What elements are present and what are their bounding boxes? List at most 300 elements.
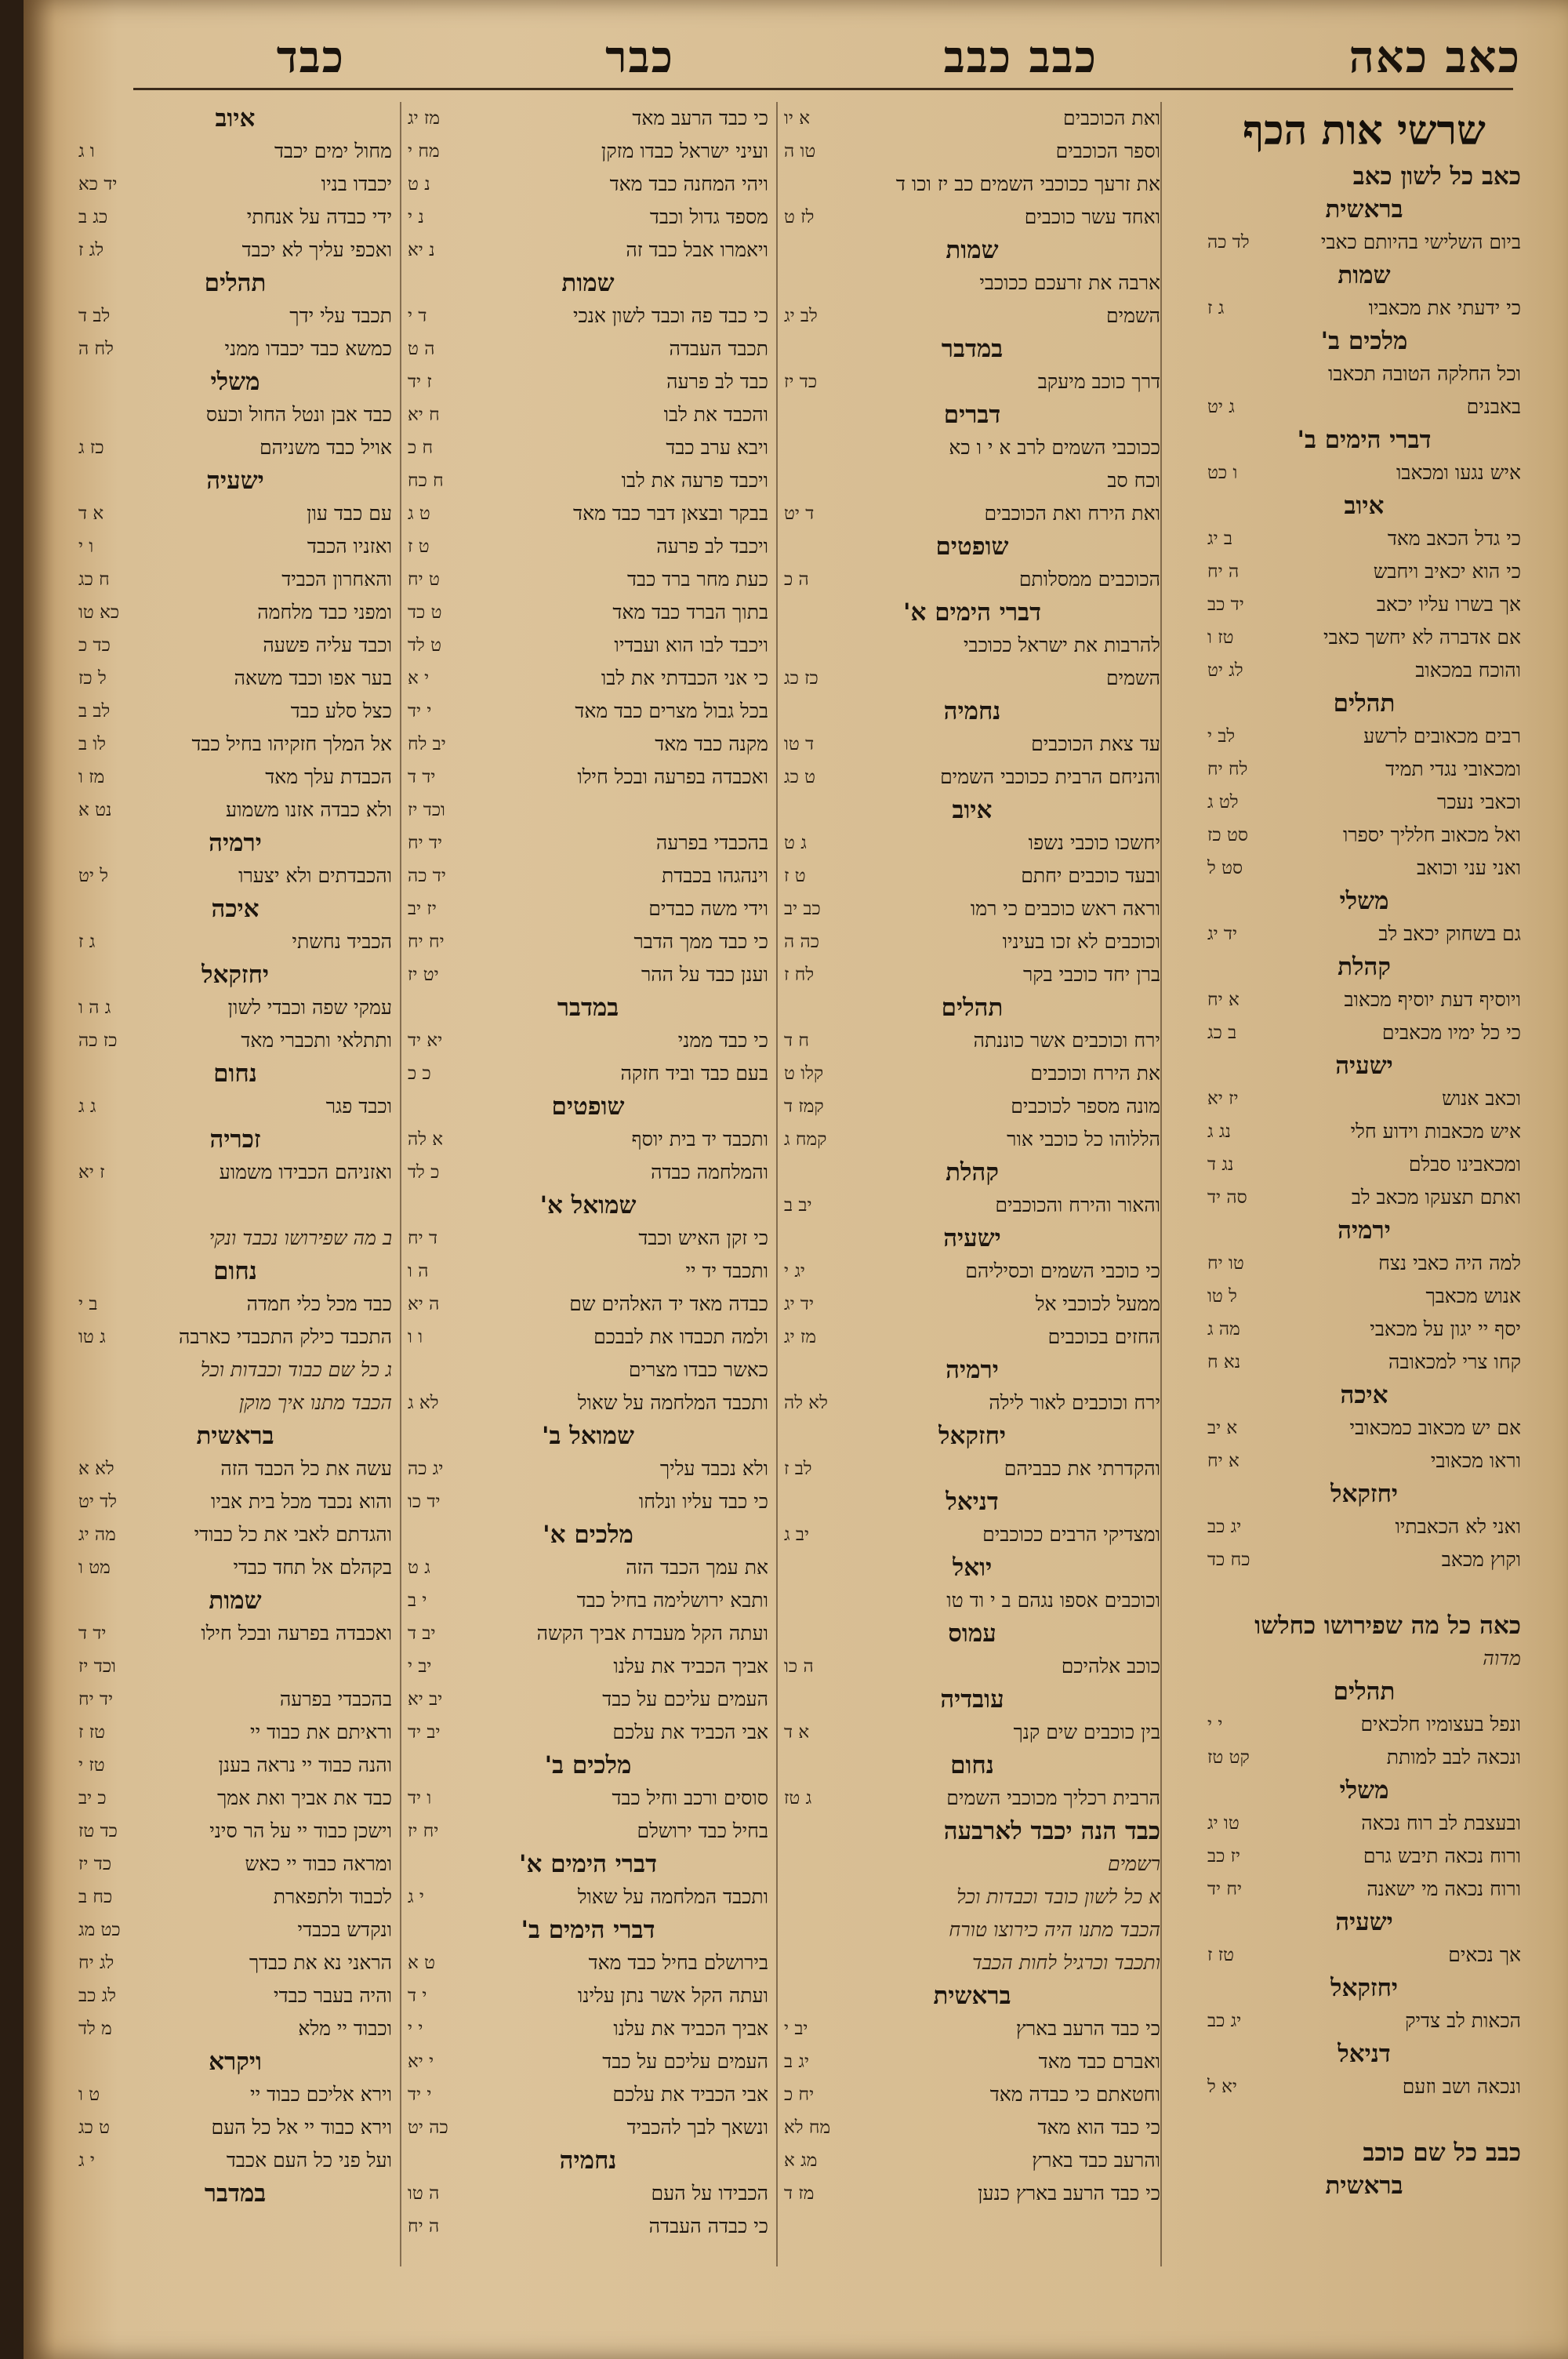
entry-text: אבי הכביד את עלכם [612,2083,768,2106]
verse-reference: יד ד [408,767,436,787]
entry-line [408,1387,768,1419]
entry-text: להרבות את ישראל ככוכבי [963,634,1160,656]
entry-line [78,1650,392,1683]
verse-reference: י יד [408,2085,432,2105]
entry-line [78,135,392,168]
entry-line [1207,1247,1521,1280]
entry-line [784,662,1160,695]
book-heading [1207,1214,1521,1247]
entry-text: וכל החלקה הטובה תכאבו [1328,362,1521,385]
entry-line [408,892,768,925]
entry-line [408,1123,768,1156]
verse-reference: ו ו [408,1327,423,1347]
entry-text: עד צאת הכוכבים [1031,732,1160,755]
entry-line [408,1288,768,1321]
entry-text: ב מה שפירושו נכבד ונקי [209,1227,392,1249]
header-rule [133,88,1513,90]
entry-text: דברי הימים ב' [521,1916,655,1944]
book-heading [784,1979,1160,2012]
entry-line [784,168,1160,201]
verse-reference: י ד [408,1986,427,2006]
entry-text: וכוכבים לא זכו בעיניו [1002,930,1160,953]
entry-line [784,1288,1160,1321]
verse-reference: יב י [408,1656,432,1677]
entry-line [1207,1082,1521,1115]
entry-line [78,1617,392,1650]
entry-line [78,2144,392,2177]
entry-text: את עמך הכבד הזה [626,1556,768,1579]
entry-line [784,1255,1160,1288]
book-heading [408,1914,768,1946]
entry-line [784,1090,1160,1123]
entry-line [408,1716,768,1749]
verse-reference: א יח [1207,990,1240,1010]
entry-line [408,497,768,530]
header-col-2: כבב כבב [943,31,1098,83]
verse-reference: יג כה [408,1459,444,1479]
book-heading [784,1354,1160,1387]
entry-text: הראני נא את כבדך [249,1951,392,1974]
verse-reference: קמז ד [784,1096,824,1117]
entry-text: הכבדת עלך מאד [265,765,392,788]
verse-reference: יב י [784,2019,808,2039]
entry-text: כמשא כבד יכבדו ממני [224,337,392,360]
entry-line [78,1782,392,1815]
verse-reference: יח יז [408,1821,439,1841]
verse-reference: לח ז [784,965,815,985]
verse-reference: לד יט [78,1492,118,1512]
verse-reference: קמח ג [784,1129,827,1150]
book-heading [1207,1049,1521,1082]
verse-reference: ח כ [408,438,434,458]
entry-text: תכבד עלי ידך [289,304,392,327]
entry-line [78,1683,392,1716]
entry-line [78,860,392,892]
entry-line [1207,720,1521,753]
entry-line [78,1222,392,1255]
entry-text: כאשר כבדו מצרים [628,1358,768,1381]
verse-reference: טו יח [1207,1253,1244,1274]
root-heading [1207,2136,1521,2169]
header-col-3: כבר [605,31,674,83]
entry-line [408,1485,768,1518]
entry-line [1207,786,1521,819]
verse-reference: קלו ט [784,1063,824,1084]
entry-line [78,794,392,827]
entry-text: ידי כבדה על אנחתי [246,205,392,228]
book-heading [784,794,1160,827]
book-heading [784,1617,1160,1650]
entry-text: יחזקאל [938,1422,1007,1450]
entry-text: ואני עני וכואב [1417,856,1521,879]
verse-reference: מח לא [784,2117,831,2138]
entry-line [78,530,392,563]
entry-text: בכל גבול מצרים כבד מאד [575,700,768,722]
entry-text: שופטים [935,533,1009,561]
verse-reference: ה ו [408,1261,429,1281]
verse-reference: ד י [408,306,427,326]
entry-text: איכה [211,895,260,923]
verse-reference: כד יז [78,1854,112,1874]
entry-line [408,2078,768,2111]
verse-reference: ב כג [1207,1023,1237,1043]
entry-text: כי כבד הרעב בארץ כנען [978,2182,1160,2205]
entry-text: אביך הכביד את עלנו [613,2017,768,2040]
entry-text: מדוה [1483,1647,1521,1670]
book-heading [1207,325,1521,358]
entry-text: ותכבד וכרגיל לחות הכבד [971,1951,1160,1974]
entry-text: ירח וכוכבים אשר כוננתה [973,1029,1160,1052]
verse-reference: יח כ [784,2085,815,2105]
entry-text: כי כל ימיו מכאבים [1381,1021,1521,1044]
entry-line [784,860,1160,892]
verse-reference: א ד [78,503,104,524]
entry-line [1207,1807,1521,1840]
entry-text: ונכאה לבב למותת [1386,1746,1521,1768]
book-heading [1207,259,1521,292]
entry-line [1207,621,1521,654]
entry-text: איש מכאבות וידוע חלי [1350,1120,1521,1143]
book-heading [78,2045,392,2078]
entry-text: במדבר [557,994,619,1022]
entry-line [78,333,392,365]
verse-reference: לג כב [78,1986,116,2006]
book-heading [1207,1774,1521,1807]
entry-line [408,629,768,662]
entry-text: אך נכאים [1448,1943,1521,1966]
entry-line [784,1057,1160,1090]
entry-text: וכוכבים אספו נגהם ב י וד טו [946,1589,1160,1612]
entry-text: והמלחמה כבדה [651,1161,768,1183]
verse-reference: יח יח [408,932,445,952]
verse-reference: ט כד [408,602,442,623]
entry-line [1207,2005,1521,2037]
entry-line [1207,983,1521,1016]
verse-reference: ב י [78,1294,98,1314]
entry-text: דברי הימים א' [903,598,1041,627]
entry-line [1207,1313,1521,1346]
entry-line [78,925,392,958]
verse-reference: יב ג [784,1525,810,1545]
entry-line [784,497,1160,530]
entry-line [784,1946,1160,1979]
verse-reference: י א [408,668,430,689]
entry-line [78,234,392,267]
entry-line [78,1321,392,1354]
entry-text: כוכב אלהיכם [1061,1655,1160,1677]
entry-text: ג כל שם כבוד וכבדות וכל [200,1358,392,1381]
entry-text: מקנה כבד מאד [655,732,768,755]
entry-text: והוכח במכאוב [1415,659,1521,682]
verse-reference: ט כג [78,2117,111,2138]
entry-text: ומראה כבוד יי כאש [245,1852,392,1875]
entry-text: ובעצבת לב רוח נכאה [1361,1812,1521,1834]
entry-text: ורוח נכאה מי ישאנה [1367,1877,1521,1900]
book-heading [408,267,768,300]
entry-line [408,1881,768,1914]
entry-line [784,1189,1160,1222]
entry-line [1207,1445,1521,1478]
entry-text: ירמיה [1338,1216,1391,1245]
entry-text: רשמים [1108,1852,1160,1875]
entry-line [1207,1280,1521,1313]
verse-reference: ג ט [784,833,807,853]
column-3 [408,102,768,2266]
verse-reference: י יא [408,2052,434,2072]
entry-line [408,365,768,398]
verse-reference: י יד [408,701,432,722]
entry-text: וירא כבוד יי אל כל העם [211,2116,392,2139]
entry-line [1207,1346,1521,1379]
verse-reference: א לה [408,1129,444,1150]
verse-reference: מח י [408,141,440,162]
entry-line [1207,456,1521,489]
entry-text: כי זקן האיש וכבד [638,1227,768,1249]
entry-text: בער אפו וכבד משאה [234,667,392,689]
entry-text: השמים [1105,304,1160,327]
verse-reference: כ כ [408,1063,431,1084]
entry-text: והוא נכבד מכל בית אביו [211,1490,392,1513]
entry-line [408,794,768,827]
entry-text: מספד גדול וכבד [649,205,768,228]
entry-line [78,168,392,201]
verse-reference: כד יז [784,372,818,392]
entry-line [408,827,768,860]
entry-line [78,596,392,629]
verse-reference: לב י [1207,726,1236,747]
header-col-1: כאב כאה [1348,31,1521,83]
verse-reference: לא ג [408,1393,439,1413]
entry-text: בהכבדי בפרעה [655,831,768,854]
verse-reference: לב ד [78,306,111,326]
verse-reference: ו יד [408,1788,432,1808]
verse-reference: ג ג [78,1096,96,1117]
book-heading [78,267,392,300]
root-heading [1207,1609,1521,1642]
entry-text: עשה את כל הכבד הזה [220,1457,392,1480]
entry-text: כי כבד עליו ונלחו [638,1490,768,1513]
entry-text: ויכבד לבו הוא ועבדיו [614,634,768,656]
verse-reference: א יו [784,108,811,129]
entry-text: ועיני ישראל כבדו מזקן [601,140,768,162]
book-heading [1207,1379,1521,1412]
entry-line [784,1518,1160,1551]
verse-reference: כח כד [1207,1550,1250,1570]
entry-text: ויכבד פרעה את לבו [621,469,768,492]
verse-reference: כד טז [78,1821,118,1841]
entry-line [1207,1840,1521,1873]
verse-reference: כז כג [784,668,818,689]
entry-line [784,365,1160,398]
entry-text: וישכן כבוד יי על הר סיני [209,1819,392,1842]
book-heading [784,596,1160,629]
verse-reference: לב יג [784,306,818,326]
entry-line [784,925,1160,958]
book-heading [1207,687,1521,720]
verse-reference: מז יג [784,1327,816,1347]
book-heading [784,695,1160,728]
entry-text: כבד אבן ונטל החול וכעס [205,403,392,426]
entry-text: ונשאך לבך להכביד [626,2116,768,2139]
entry-line [1207,1939,1521,1972]
book-heading [78,464,392,497]
entry-line [1207,1741,1521,1774]
entry-line [784,267,1160,300]
entry-text: יחזקאל [1330,1480,1399,1508]
entry-line [784,102,1160,135]
verse-reference: יב לח [408,734,446,754]
entry-text: וכבד פגר [325,1095,392,1118]
verse-reference: טו ה [784,141,816,162]
entry-line [408,1650,768,1683]
entry-line [78,2111,392,2144]
book-heading [784,1683,1160,1716]
entry-text: כי כבדה העבדה [648,2215,768,2237]
verse-reference: ט ז [408,536,430,557]
entry-line [408,1024,768,1057]
entry-text: א כל לשון כובד וכבדות וכל [956,1885,1160,1908]
book-heading [408,1749,768,1782]
entry-line [408,1617,768,1650]
entry-text: אביך הכביד את עלנו [613,1655,768,1677]
column-4 [78,102,392,2266]
entry-line [408,333,768,365]
entry-text: בירושלם בחיל כבד מאד [588,1951,768,1974]
verse-reference: כא טו [78,602,120,623]
book-heading [78,1419,392,1452]
entry-text: וכאב אנוש [1442,1087,1521,1110]
entry-text: כי כבד ממך הדבר [633,930,768,953]
book-heading [408,2144,768,2177]
verse-reference: לג ז [78,240,104,260]
book-heading [78,827,392,860]
entry-text: הכבד מתנו איך מוקן [238,1391,392,1414]
entry-line [784,300,1160,333]
entry-line [408,464,768,497]
entry-line [784,629,1160,662]
entry-text: עם כבד עון [307,502,392,525]
verse-reference: ה כ [784,569,809,590]
verse-reference: ט ו [78,2085,100,2105]
book-heading [1207,885,1521,918]
entry-text: אך בשרו עליו יכאב [1376,593,1521,616]
book-heading [78,365,392,398]
entry-line [408,662,768,695]
entry-text: ועתה הקל אשר נתן עלינו [577,1984,768,2007]
verse-reference: ו ג [78,141,95,162]
entry-text: הכוכבים ממסלותם [1018,568,1160,591]
entry-line [78,1024,392,1057]
book-heading [78,1584,392,1617]
entry-text: ומפני כבד מלחמה [257,601,392,623]
entry-text: וינהגהו בכבדת [661,864,768,887]
entry-text: קהלת [946,1158,999,1187]
entry-text: תהלים [204,269,267,297]
entry-text: בבקר ובצאן דבר כבד מאד [573,502,768,525]
entry-text: אבי הכביד את עלכם [612,1721,768,1743]
entry-line [78,991,392,1024]
entry-line [78,629,392,662]
entry-text: כי כוכבי השמים וכסיליהם [965,1259,1160,1282]
entry-text: בראשית [933,1982,1011,2010]
entry-text: ואכבדה בפרעה ובכל חילו [201,1622,392,1645]
verse-reference: נ יא [408,240,435,260]
entry-text: העמים עליכם על כבד [602,1688,768,1710]
entry-text: ונקדש בכבדי [297,1918,392,1941]
entry-text: וירא אליכם כבוד יי [250,2083,392,2106]
book-heading [408,1848,768,1881]
entry-line [784,2144,1160,2177]
entry-text: ואתם תצעקו מכאב לב [1351,1186,1521,1209]
entry-text: יחשכו כוכבי נשפו [1028,831,1160,854]
entry-text: נחמיה [943,697,1001,725]
verse-reference: ג ז [78,932,96,952]
book-heading [784,333,1160,365]
entry-line [784,1321,1160,1354]
verse-reference: ג יט [1207,397,1235,417]
entry-text: אויל כבד משניהם [259,436,392,459]
entry-text: העמים עליכם על כבד [602,2050,768,2073]
verse-reference: יג כב [1207,2011,1242,2031]
verse-reference: יב יד [408,1722,441,1743]
entry-text: יכבדו בניו [321,173,392,195]
entry-line [1207,226,1521,259]
verse-reference: לז ט [784,207,815,227]
entry-text: ויוסיף דעת יוסיף מכאוב [1344,988,1521,1011]
entry-line [1207,1115,1521,1148]
verse-reference: כז ג [78,438,104,458]
entry-line [408,1815,768,1848]
entry-line [1207,1181,1521,1214]
entry-line [1207,819,1521,852]
entry-line [78,1518,392,1551]
entry-text: וידי משה כבדים [648,897,768,920]
verse-reference: לב ב [78,701,111,722]
entry-line [1207,1510,1521,1543]
entry-text: וכבד עליה פשעה [263,634,392,656]
verse-reference: סה יד [1207,1187,1247,1208]
verse-reference: לא א [78,1459,114,1479]
entry-text: קהלת [1338,953,1391,981]
entry-text: משלי [1339,887,1389,915]
entry-text: שופטים [551,1092,625,1121]
entry-text: הכאות לב צדיק [1405,2009,1521,2032]
entry-text: כעת מחר ברד כבד [627,568,768,591]
entry-text: כבד את אביך ואת אמך [217,1787,392,1809]
entry-line [78,662,392,695]
verse-reference: א ד [784,1722,810,1743]
verse-reference: ט ז [784,866,806,886]
book-heading [78,1255,392,1288]
entry-text: שמות [946,236,999,264]
entry-line [408,234,768,267]
entry-text: ונפל בעצומיו חלכאים [1360,1713,1521,1736]
book-heading [784,1156,1160,1189]
book-heading [1207,951,1521,983]
verse-reference: יז יב [408,899,437,919]
entry-line [408,2177,768,2210]
book-heading [784,1419,1160,1452]
entry-line [408,563,768,596]
entry-text: והקדרתי את כבביהם [1004,1457,1160,1480]
entry-text: ונכאה ושב וזעם [1402,2075,1521,2098]
entry-text: ירמיה [209,829,262,857]
entry-line [78,497,392,530]
entry-line [408,1979,768,2012]
entry-text: קחו צרי למכאובה [1388,1350,1521,1373]
entry-line [784,1650,1160,1683]
verse-reference: יא ל [1207,2077,1237,2097]
